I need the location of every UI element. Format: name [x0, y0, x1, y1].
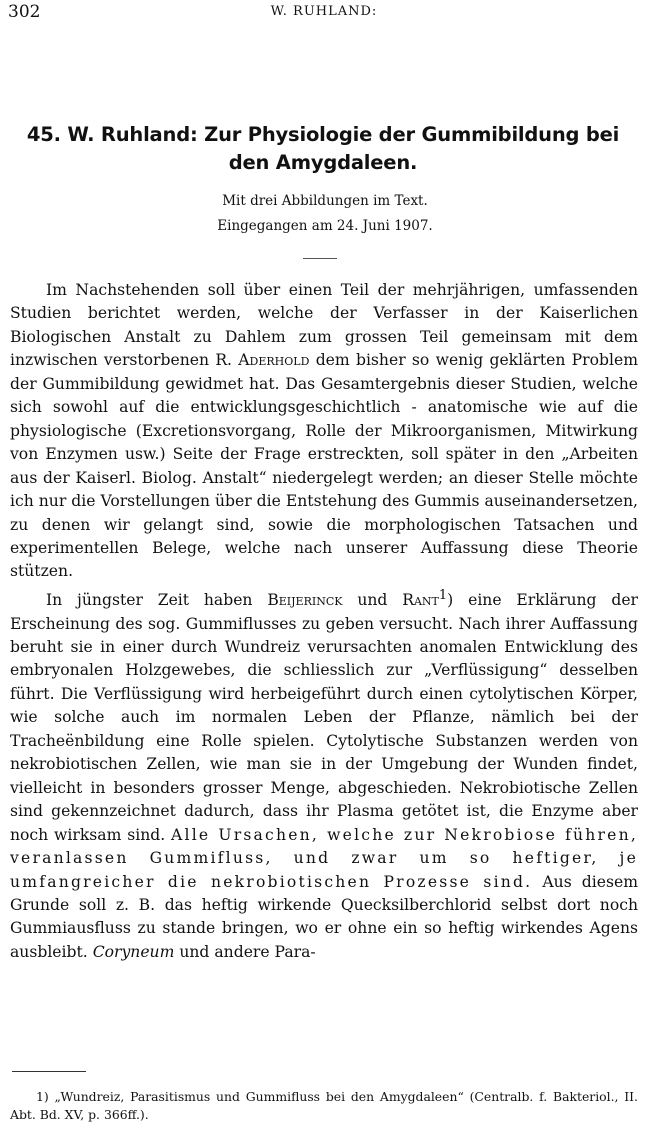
footnote: 1) „Wundreiz, Parasitismus und Gummifluss bei den Amygdaleen“ (Centralb. f. Bakteriol., II. Abt. Bd. XV, p. 366ff.).	[10, 1089, 638, 1122]
received-date: Eingegangen am 24. Juni 1907.	[217, 218, 433, 234]
paragraph-2-text-e: und andere Para-	[174, 942, 316, 961]
paragraph-2	[10, 584, 638, 964]
paragraph-1	[10, 279, 638, 584]
article-subtitle-block	[0, 189, 650, 239]
figure-note: Mit drei Abbildungen im Text.	[222, 193, 428, 209]
footnote-marker: 1	[438, 587, 448, 603]
paragraph-1-text-a: Im Nachstehenden soll über einen Teil der mehrjährigen, umfassenden Studien berichtet werden, welche der Verfasser in der Kaiserlichen Biologischen Anstalt zu Dahlem zum grossen Teil gemeinsam mit dem inzwischen verstorbenen	[10, 281, 638, 370]
genus-name: Coryneum	[92, 942, 175, 961]
paragraph-2-text-a: In jüngster Zeit haben	[46, 591, 268, 610]
paragraph-2-text-b: und	[342, 591, 403, 610]
page-number: 302	[8, 2, 41, 22]
page-header	[8, 2, 640, 26]
article-body	[10, 279, 638, 964]
emphasized-statement: Alle Ursachen, welche zur Nekrobiose führen, veranlassen Gummifluss, und zwar um so heftiger, je umfangreicher die nekrobiotischen Prozesse sind.	[10, 825, 639, 891]
article-title: 45. W. Ruhland: Zur Physiologie der Gummibildung bei den Amygdaleen.	[26, 123, 620, 174]
author-name-beijerinck: Beijerinck	[267, 591, 343, 610]
footnote-divider	[12, 1071, 86, 1072]
author-name-rant: Rant	[402, 591, 439, 610]
paragraph-2-text-d: Aus diesem Grunde soll z. B. das heftig wirkende Quecksilberchlorid selbst dort noch Gummiausfluss zu stande bringen, wo er ohne ein so heftig wirkendes Agens ausbleibt.	[10, 872, 639, 961]
section-ornament	[303, 258, 337, 259]
paragraph-2-text-c: ) eine Erklärung der Erscheinung des sog. Gummiflusses zu geben versucht. Nach ihrer Auffassung beruht sie in einer durch Wundreiz verursachten anomalen Entwicklung des embryonalen Holzgewebes, die schliesslich zur „Verflüssigung“ desselben führt. Die Verflüssigung wird herbeigeführt durch einen cytolytischen Körper, wie solche auch im normalen Leben der Pflanze, nämlich bei der Tracheënbildung eine Rolle spielen. Cytolytische Substanzen werden von nekrobiotischen Zellen, wie man sie in der Umgebung der Wunden findet, vielleicht in besonders grosser Menge, abgeschieden. Nekrobiotische Zellen sind gekennzeichnet dadurch, dass ihr Plasma getötet ist, die Enzyme aber noch wirksam sind.	[10, 591, 639, 844]
running-head: W. RUHLAND:	[270, 4, 378, 19]
paragraph-1-text-b: dem bisher so wenig geklärten Problem der Gummibildung gewidmet hat. Das Gesamtergebnis dieser Studien, welche sich sowohl auf die entwicklungsgeschichtlich - anatomische wie auf die physiologische (Excretionsvorgang, Rolle der Mikroorganismen, Mitwirkung von Enzymen usw.) Seite der Frage erstreckten, soll später in den „Arbeiten aus der Kaiserl. Biolog. Anstalt“ niedergelegt werden; an dieser Stelle möchte ich nur die Vorstellungen über die Entstehung des Gummis auseinandersetzen, zu denen wir gelangt sind, sowie die morphologischen Tatsachen und experimentellen Belege, welche nach unserer Auffassung diese Theorie stützen.	[10, 351, 638, 581]
author-name-aderhold: R. Aderhold	[215, 351, 310, 370]
